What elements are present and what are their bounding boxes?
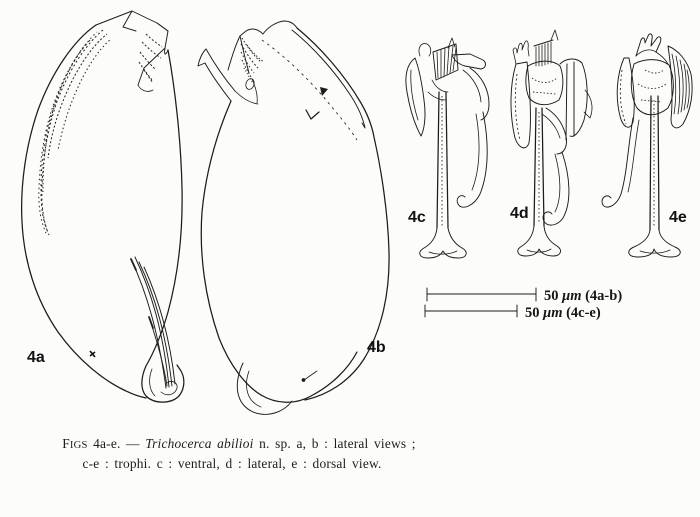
arrow-mark	[306, 110, 319, 119]
drawing-4e-trophi	[602, 34, 692, 257]
label-4c: 4c	[408, 209, 426, 226]
scale-bar-ce	[425, 305, 601, 321]
label-4d: 4d	[510, 205, 529, 222]
dorsal-keel	[292, 30, 365, 128]
label-4b: 4b	[367, 339, 386, 356]
drawing-4a	[22, 11, 184, 402]
lateral-stipple-band	[39, 30, 111, 235]
shaft-foot	[518, 226, 561, 256]
body-bottom	[261, 352, 357, 402]
head-stipple	[139, 34, 162, 83]
foot-outline	[142, 365, 184, 402]
drawing-4c-trophi	[406, 38, 489, 258]
body-mark	[90, 351, 95, 357]
foot-dot	[302, 378, 306, 382]
label-4e: 4e	[669, 209, 687, 226]
caption-line-1: FIGS 4a-e. — Trichocerca abilioi n. sp. a, b : lateral views ;	[62, 436, 416, 451]
keel-dashed-line	[262, 40, 357, 140]
drawing-4d-trophi	[510, 30, 592, 256]
body-outline-right	[146, 50, 182, 366]
head-stipple	[241, 38, 264, 82]
unci-striations	[437, 46, 456, 78]
unci-striations	[536, 42, 551, 66]
pointer-mark-upper	[320, 87, 328, 96]
drawing-4b	[198, 21, 389, 414]
caption	[62, 436, 415, 471]
head-plates	[96, 11, 168, 31]
hook	[543, 152, 569, 225]
label-4a: 4a	[27, 349, 45, 366]
body-outline-left	[201, 101, 261, 395]
scale-label-ab: 50 μm (4a-b)	[544, 288, 623, 304]
anterior-spur	[198, 49, 235, 101]
shaft-foot	[420, 228, 466, 258]
caption-line-2: c-e : trophi. c : ventral, d : lateral, e : dorsal view.	[82, 456, 382, 471]
toes	[131, 257, 175, 388]
scale-bar-ab	[427, 288, 622, 304]
scale-label-ce: 50 μm (4c-e)	[525, 305, 601, 321]
hook	[602, 118, 633, 207]
hook	[457, 112, 487, 207]
